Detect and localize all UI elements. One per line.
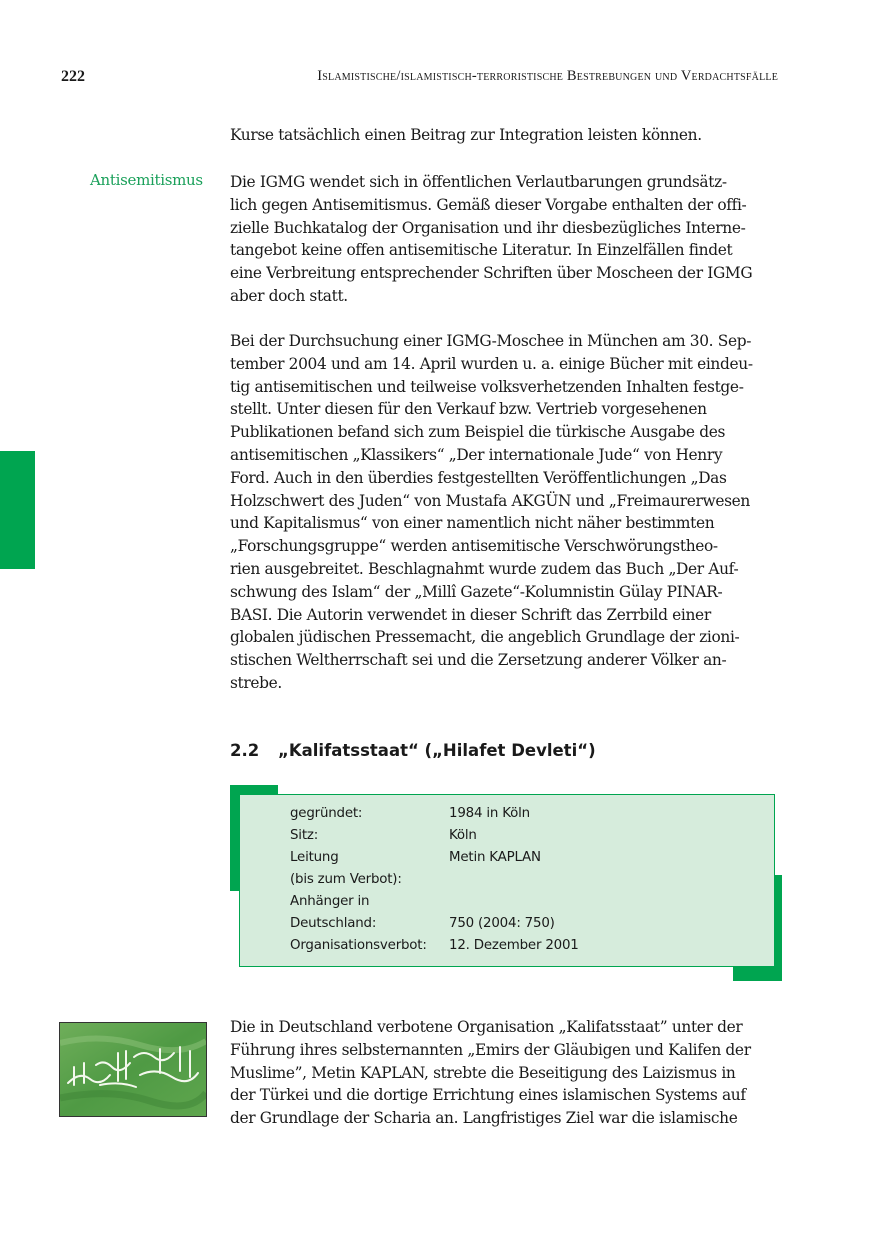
text-line: globalen jüdischen Pressemacht, die angeblich Grundlage der zioni- [230,628,740,647]
text-line: rien ausgebreitet. Beschlagnahmt wurde zudem das Buch „Der Auf- [230,559,739,578]
info-label: gegründet: [290,806,363,821]
info-box [239,794,775,967]
info-label: Leitung [290,850,339,865]
info-row-leadership-cont [290,869,449,891]
info-value: 1984 in Köln [449,806,530,821]
text-line: schwung des Islam“ der „Millî Gazete“-Kolumnistin Gülay PINAR- [230,582,723,601]
text-line: tig antisemitischen und teilweise volksverhetzenden Inhalten festge- [230,377,744,396]
info-row-followers [290,891,449,913]
text-line: und Kapitalismus“ von einer namentlich nicht näher bestimmten [230,514,715,533]
text-line: stischen Weltherrschaft sei und die Zersetzung anderer Völker an- [230,651,727,670]
running-header: Islamistische/islamistisch-terroristische Bestrebungen und Verdachtsfälle [317,68,778,84]
antisemitism-paragraph-2 [230,330,786,695]
text-line: „Forschungsgruppe“ werden antisemitische Verschwörungstheo- [230,537,718,556]
page-number: 222 [61,68,85,85]
info-row-ban [290,935,579,957]
text-line: Holzschwert des Juden“ von Mustafa AKGÜN und „Freimaurerwesen [230,491,750,510]
margin-label-antisemitism: Antisemitismus [90,171,203,189]
text-line: tember 2004 und am 14. April wurden u. a. einige Bücher mit eindeu- [230,354,753,373]
text-line: BASI. Die Autorin verwendet in dieser Schrift das Zerrbild einer [230,605,711,624]
section-heading [230,741,596,760]
flag-image [59,1022,207,1117]
info-label: (bis zum Verbot): [290,872,402,887]
text-line: zielle Buchkatalog der Organisation und ihr diesbezügliches Interne- [230,218,746,237]
info-label: Anhänger in [290,894,370,909]
text-line: tangebot keine offen antisemitische Literatur. In Einzelfällen findet [230,241,733,260]
text-line: antisemitischen „Klassikers“ „Der internationale Jude“ von Henry [230,445,723,464]
text-line: stellt. Unter diesen für den Verkauf bzw. Vertrieb vorgesehenen [230,400,707,419]
text-line: Die IGMG wendet sich in öffentlichen Verlautbarungen grundsätz- [230,173,727,191]
info-row-founded [290,803,530,825]
text-line: Ford. Auch in den überdies festgestellten Veröffentlichungen „Das [230,468,727,487]
margin-tab-marker [0,451,35,569]
text-line: strebe. [230,673,282,692]
info-value: 12. Dezember 2001 [449,938,579,953]
info-value: 750 (2004: 750) [449,916,555,931]
section-title: „Kalifatsstaat“ („Hilafet Devleti“) [278,741,596,760]
info-label: Sitz: [290,828,319,843]
continuation-text [230,124,786,147]
text-line: der Türkei und die dortige Errichtung eines islamischen Systems auf [230,1086,746,1105]
text-line: lich gegen Antisemitismus. Gemäß dieser Vorgabe enthalten der offi- [230,195,747,214]
text-line: Führung ihres selbsternannten „Emirs der Gläubigen und Kalifen der [230,1040,751,1059]
info-label: Deutschland: [290,916,377,931]
text-line: Kurse tatsächlich einen Beitrag zur Integration leisten können. [230,126,702,144]
text-line: Bei der Durchsuchung einer IGMG-Moschee in München am 30. Sep- [230,332,752,350]
text-line: eine Verbreitung entsprechender Schriften über Moscheen der IGMG [230,264,753,283]
antisemitism-paragraph-1 [230,171,786,308]
text-line: Muslime”, Metin KAPLAN, strebte die Beseitigung des Laizismus in [230,1063,736,1082]
info-label: Organisationsverbot: [290,938,427,953]
section-number: 2.2 [230,741,260,760]
text-line: Die in Deutschland verbotene Organisation „Kalifatsstaat” unter der [230,1018,743,1036]
kalifatsstaat-paragraph [230,1016,786,1130]
text-line: der Grundlage der Scharia an. Langfristiges Ziel war die islamische [230,1109,738,1128]
text-line: Publikationen befand sich zum Beispiel die türkische Ausgabe des [230,423,726,442]
info-value: Köln [449,828,477,843]
info-row-seat [290,825,477,847]
info-row-leadership [290,847,541,869]
info-value: Metin KAPLAN [449,850,541,865]
text-line: aber doch statt. [230,286,348,305]
info-row-germany [290,913,555,935]
